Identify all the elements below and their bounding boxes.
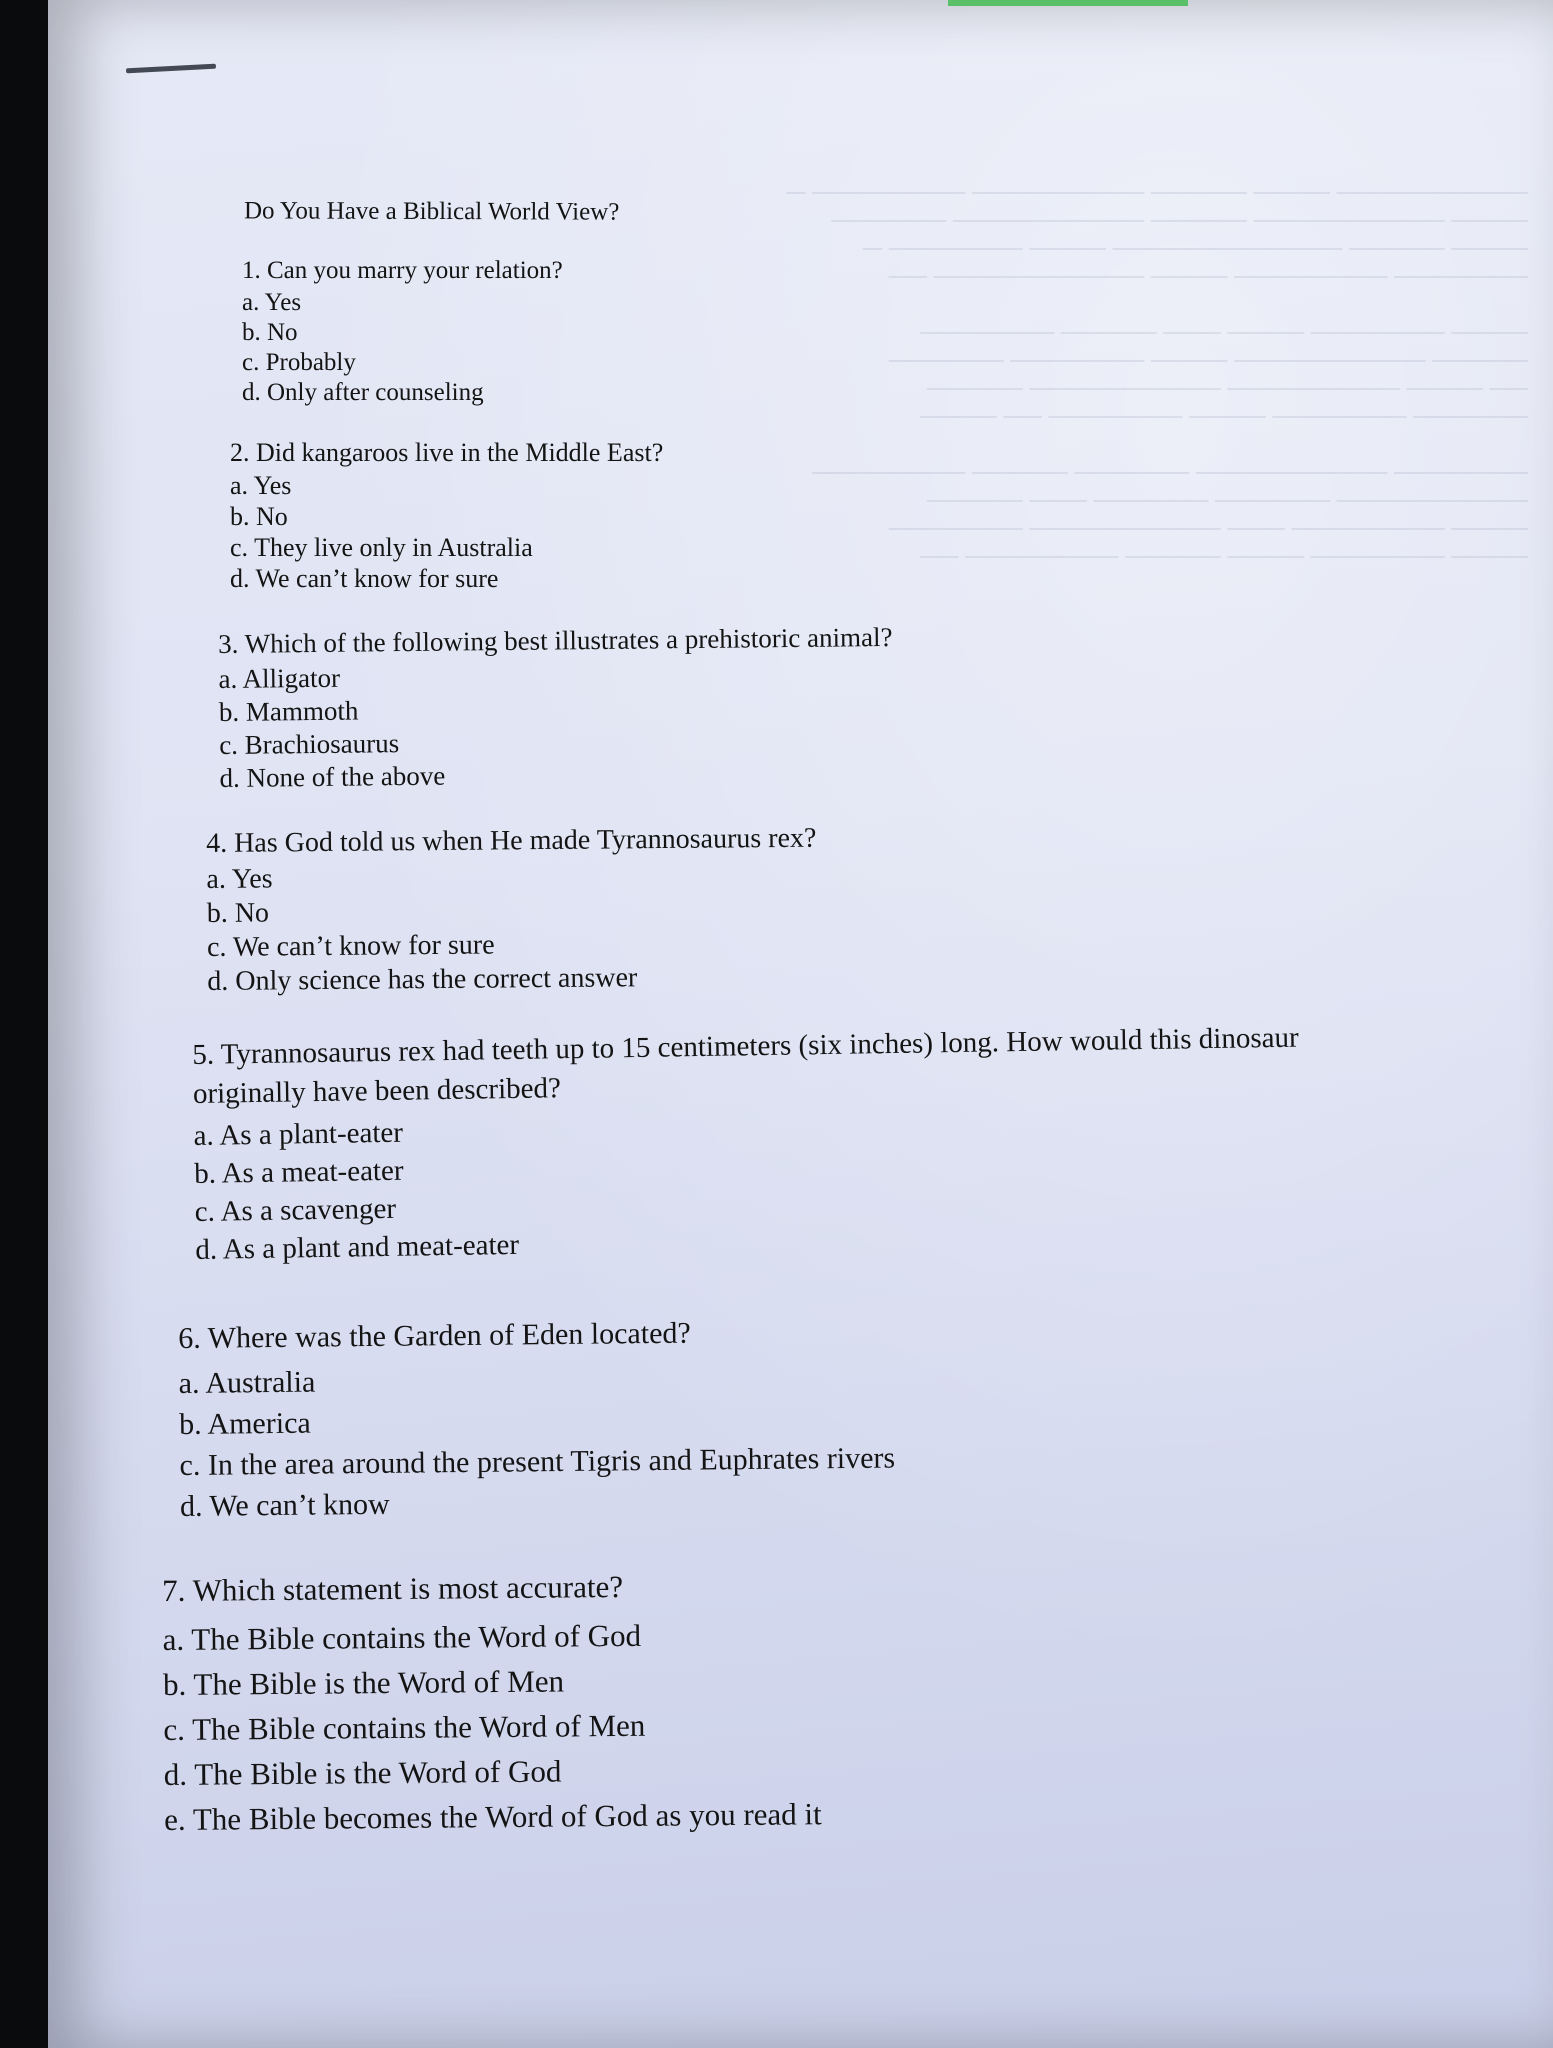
option-c: c. In the area around the present Tigris and Euphrates rivers	[179, 1441, 896, 1482]
question-6	[178, 1311, 896, 1527]
question-text: 2. Did kangaroos live in the Middle East?	[230, 438, 664, 467]
answer-options	[206, 858, 817, 999]
back-page-bleed-through: ────────── ──── ───── ───────── ──────── ─ ──── ────────── ───── ────────── ────── ──── ───── ──────────── ──── ─────── ─ ─────── ──────── ──── ─────────── ── ──── ─────── ──── ─── ───── ─────── ───── ────────── ──── ─────── ────── ── ──── ───────── ────────── ───── ────── ─────── ──── ─────── ── ──── ─────── ────────── ────── ───── ──────── ────────── ────── ────── ─── ───── ──── ──────── ─── ────────── ─────── ──── ─────── ──── ───── ──────── ──	[786, 177, 1528, 571]
option-a: a. As a plant-eater	[193, 1116, 404, 1152]
option-d: d. As a plant and meat-eater	[195, 1228, 520, 1266]
option-b: b. The Bible is the Word of Men	[162, 1663, 565, 1702]
option-b: b. America	[178, 1406, 311, 1441]
option-c: c. Probably	[242, 349, 356, 376]
question-4	[206, 822, 818, 999]
page-title: Do You Have a Biblical World View?	[243, 197, 620, 226]
answer-options	[218, 656, 894, 795]
option-d: d. The Bible is the Word of God	[163, 1753, 562, 1792]
question-text: 6. Where was the Garden of Eden located?	[178, 1316, 691, 1355]
option-a: a. The Bible contains the Word of God	[162, 1617, 642, 1657]
option-d: d. None of the above	[219, 760, 446, 793]
question-text-continued: originally have been described?	[192, 1072, 562, 1110]
question-5	[192, 1018, 1302, 1269]
option-c: c. As a scavenger	[194, 1192, 397, 1228]
option-d: d. Only science has the correct answer	[207, 962, 638, 997]
question-2	[230, 437, 663, 594]
answer-options	[178, 1356, 895, 1527]
answer-options	[162, 1611, 821, 1842]
option-c: c. We can’t know for sure	[206, 929, 495, 963]
question-text: 3. Which of the following best illustrates a prehistoric animal?	[218, 621, 893, 659]
option-b: b. Mammoth	[218, 695, 359, 727]
question-text: 5. Tyrannosaurus rex had teeth up to 15 centimeters (six inches) long. How would this dinosaur	[192, 1021, 1299, 1071]
answer-options	[242, 288, 563, 408]
question-text: 1. Can you marry your relation?	[242, 257, 563, 284]
option-e: e. The Bible becomes the Word of God as you read it	[164, 1796, 822, 1837]
question-3	[218, 621, 894, 795]
option-c: c. Brachiosaurus	[219, 728, 400, 760]
quiz-sheet	[48, 0, 1553, 2048]
option-c: c. The Bible contains the Word of Men	[163, 1707, 646, 1747]
option-a: a. Alligator	[218, 662, 341, 694]
option-b: b. No	[206, 897, 270, 929]
answer-options	[193, 1100, 1302, 1269]
option-d: d. Only after counseling	[242, 379, 484, 406]
option-a: a. Australia	[178, 1365, 316, 1400]
option-c: c. They live only in Australia	[230, 533, 533, 562]
question-text: 4. Has God told us when He made Tyrannosaurus rex?	[206, 822, 817, 859]
answer-options	[230, 470, 663, 594]
option-a: a. Yes	[242, 289, 302, 316]
option-a: a. Yes	[206, 863, 273, 895]
question-text: 7. Which statement is most accurate?	[162, 1568, 624, 1608]
option-a: a. Yes	[230, 471, 292, 500]
option-d: d. We can’t know for sure	[230, 564, 499, 593]
option-b: b. As a meat-eater	[193, 1154, 404, 1190]
option-d: d. We can’t know	[179, 1487, 390, 1523]
question-1	[242, 256, 563, 408]
paper-sheet	[48, 0, 1553, 2048]
question-7	[162, 1562, 822, 1842]
option-b: b. No	[230, 502, 288, 531]
option-b: b. No	[242, 319, 298, 346]
